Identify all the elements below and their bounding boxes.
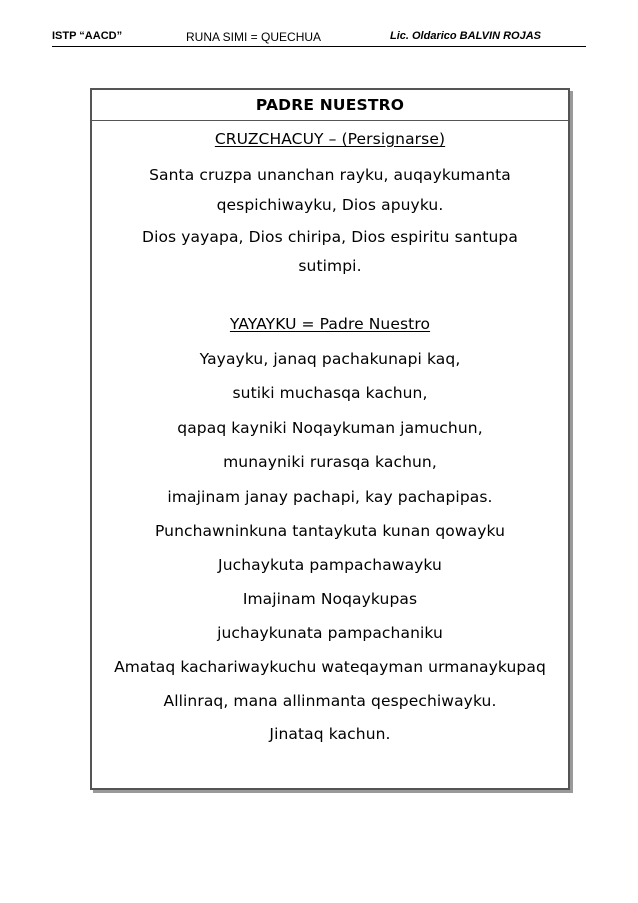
section1-heading-text: CRUZCHACUY – (Persignarse)	[214, 130, 446, 148]
section2-heading	[92, 315, 568, 333]
header-course: RUNA SIMI = QUECHUA	[186, 30, 322, 44]
section1-line-1: Santa cruzpa unanchan rayku, auqaykumanta	[149, 166, 511, 184]
section1-line-2: qespichiwayku, Dios apuyku.	[216, 196, 444, 214]
section2-line-5: imajinam janay pachapi, kay pachapipas.	[167, 488, 493, 506]
section1-line-3: Dios yayapa, Dios chiripa, Dios espiritu santupa	[142, 228, 518, 246]
title-row	[92, 90, 568, 121]
section2-line-12: Jinataq kachun.	[269, 725, 391, 743]
section2-line-1: Yayayku, janaq pachakunapi kaq,	[199, 350, 461, 368]
header-rule	[52, 46, 586, 47]
prayer-box	[90, 88, 570, 790]
section2-line-4: munayniki rurasqa kachun,	[223, 453, 437, 471]
section2-heading-text: YAYAYKU = Padre Nuestro	[229, 315, 431, 333]
document-title: PADRE NUESTRO	[255, 96, 405, 114]
section2-line-7: Juchaykuta pampachawayku	[218, 556, 442, 574]
section2-line-6: Punchawninkuna tantaykuta kunan qowayku	[154, 522, 506, 540]
section2-line-2: sutiki muchasqa kachun,	[232, 384, 428, 402]
section2-line-9: juchaykunata pampachaniku	[217, 624, 443, 642]
header-author: Lic. Oldarico BALVIN ROJAS	[390, 30, 541, 42]
section2-line-3: qapaq kayniki Noqaykuman jamuchun,	[177, 419, 483, 437]
header-institution: ISTP “AACD”	[52, 30, 123, 42]
section1-heading	[92, 130, 568, 148]
section2-line-10: Amataq kachariwaykuchu wateqayman urmanaykupaq	[114, 658, 546, 676]
section2-line-8: Imajinam Noqaykupas	[242, 590, 418, 608]
section2-line-11: Allinraq, mana allinmanta qespechiwayku.	[163, 692, 497, 710]
page-header	[52, 30, 586, 46]
section1-line-4: sutimpi.	[298, 257, 362, 275]
